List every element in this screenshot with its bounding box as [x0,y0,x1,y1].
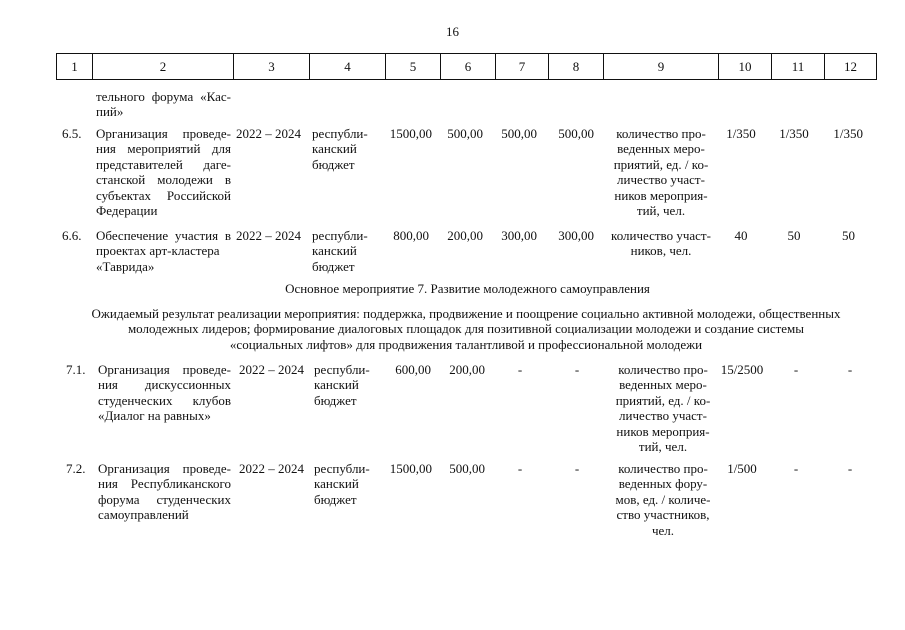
event-name-line: ния дискуссионных [98,377,231,393]
expected-result-line: молодежных лидеров; формирование диалоговых площадок для позитивной социализации молодежи и создание системы [127,321,805,337]
indicator-line: веденных меро- [619,377,707,393]
indicator-2024: - [847,461,853,476]
event-name-line: самоуправлений [98,507,189,523]
period: 2022 – 2024 [236,126,301,141]
indicator-2024: - [847,362,853,377]
event-name-line: «Таврида» [96,258,155,274]
event-name-line: форума студенческих [98,491,231,507]
indicator-line: количество про- [616,126,706,141]
indicator-2022: 1/500 [727,461,757,476]
funding-source-line: канский [314,377,359,393]
indicator-line: количество про- [618,362,708,377]
event-name [96,228,231,274]
column-number-6: 6 [441,54,496,80]
column-number-9: 9 [604,54,719,80]
continuation-line: пий» [96,104,124,120]
indicator-line: приятий, ед. / ко- [615,392,711,408]
funding-source-line: республи- [314,461,370,476]
funding-source [312,126,386,172]
indicator-2023: 1/350 [779,126,809,141]
event-name [96,126,231,218]
indicator-line: мов, ед. / количе- [615,491,711,507]
indicator-line: количество про- [618,461,708,476]
section-title: Основное мероприятие 7. Развитие молодежного самоуправления [285,281,650,296]
indicator [604,362,722,454]
funding-2023: 500,00 [501,126,537,141]
indicator-2024: 50 [842,228,855,243]
funding-source [314,461,388,507]
event-name-line: «Диалог на равных» [98,408,211,424]
event-name [98,461,231,523]
indicator-line: тий, чел. [636,203,686,219]
funding-source-line: бюджет [314,491,357,507]
indicator-line: тий, чел. [638,439,688,455]
funding-2022: 500,00 [449,461,485,476]
funding-source [314,362,388,408]
funding-2024: 300,00 [558,228,594,243]
indicator-line: ников мероприя- [616,423,710,439]
continuation-text [96,89,231,120]
funding-total: 600,00 [395,362,431,377]
event-name-line: субъектах Российской [96,187,231,203]
funding-2023: - [517,362,523,377]
funding-2024: 500,00 [558,126,594,141]
column-number-7: 7 [496,54,549,80]
funding-source-line: бюджет [312,156,355,172]
indicator-2022: 40 [734,228,748,243]
indicator-2023: - [793,461,799,476]
indicator-line: ников мероприя- [614,187,708,203]
funding-source-line: бюджет [312,258,355,274]
funding-source-line: бюджет [314,392,357,408]
column-number-10: 10 [719,54,772,80]
indicator-line: приятий, ед. / ко- [613,156,709,172]
funding-source-line: республи- [312,126,368,141]
indicator-line: личество участ- [619,408,707,424]
column-number-3: 3 [234,54,310,80]
funding-total: 1500,00 [389,461,432,476]
event-name-line: Федерации [96,203,158,219]
indicator-line: личество участ- [617,172,705,188]
funding-source-line: республи- [314,362,370,377]
row-number: 6.6. [62,228,82,243]
funding-2022: 500,00 [447,126,483,141]
funding-total: 800,00 [393,228,429,243]
funding-2024: - [574,461,580,476]
event-name-line: Организация проведе- [98,362,231,377]
expected-result [60,306,872,352]
column-number-4: 4 [310,54,386,80]
column-number-12: 12 [825,54,877,80]
funding-2023: 300,00 [501,228,537,243]
indicator [602,228,720,259]
indicator-line: ство участников, [616,507,710,523]
indicator-2022: 15/2500 [720,362,764,377]
row-number: 7.1. [66,362,86,377]
continuation-line: тельного форума «Кас- [96,89,231,104]
event-name-line: Организация проведе- [96,126,231,141]
expected-result-line: «социальных лифтов» для продвижения талантливой и профессиональной молодежи [229,336,703,352]
indicator-line: веденных фору- [618,476,708,492]
event-name [98,362,231,424]
column-number-1: 1 [57,54,93,80]
funding-source-line: канский [312,141,357,157]
indicator-line: количество участ- [611,228,711,243]
indicator-2024: 1/350 [833,126,863,141]
funding-2023: - [517,461,523,476]
period: 2022 – 2024 [239,461,304,476]
column-header-row [56,53,877,80]
event-name-line: ния Республиканского [98,476,231,492]
column-number-11: 11 [772,54,825,80]
funding-2024: - [574,362,580,377]
indicator-line: ников, чел. [630,243,692,259]
funding-total: 1500,00 [389,126,432,141]
column-number-2: 2 [93,54,234,80]
event-name-line: студенческих клубов [98,392,231,408]
row-number: 6.5. [62,126,82,141]
page-number: 16 [446,24,459,39]
funding-source [312,228,386,274]
funding-2022: 200,00 [447,228,483,243]
event-name-line: проектах арт-кластера [96,243,220,259]
event-name-line: представителей даге- [96,156,231,172]
indicator-2023: 50 [787,228,801,243]
indicator-2023: - [793,362,799,377]
funding-source-line: канский [312,243,357,259]
event-name-line: ния мероприятий для [96,141,231,157]
event-name-line: Организация проведе- [98,461,231,476]
expected-result-line: Ожидаемый результат реализации мероприятия: поддержка, продвижение и поощрение социально активной молодежи, общественных [91,306,841,321]
funding-source-line: канский [314,476,359,492]
period: 2022 – 2024 [236,228,301,243]
row-number: 7.2. [66,461,86,476]
period: 2022 – 2024 [239,362,304,377]
indicator [604,461,722,538]
indicator [602,126,720,218]
event-name-line: Обеспечение участия в [96,228,231,243]
column-number-5: 5 [386,54,441,80]
funding-2022: 200,00 [449,362,485,377]
indicator-line: веденных меро- [617,141,705,157]
funding-source-line: республи- [312,228,368,243]
indicator-2022: 1/350 [726,126,756,141]
indicator-line: чел. [651,522,675,538]
column-number-8: 8 [549,54,604,80]
event-name-line: станской молодежи в [96,172,231,188]
